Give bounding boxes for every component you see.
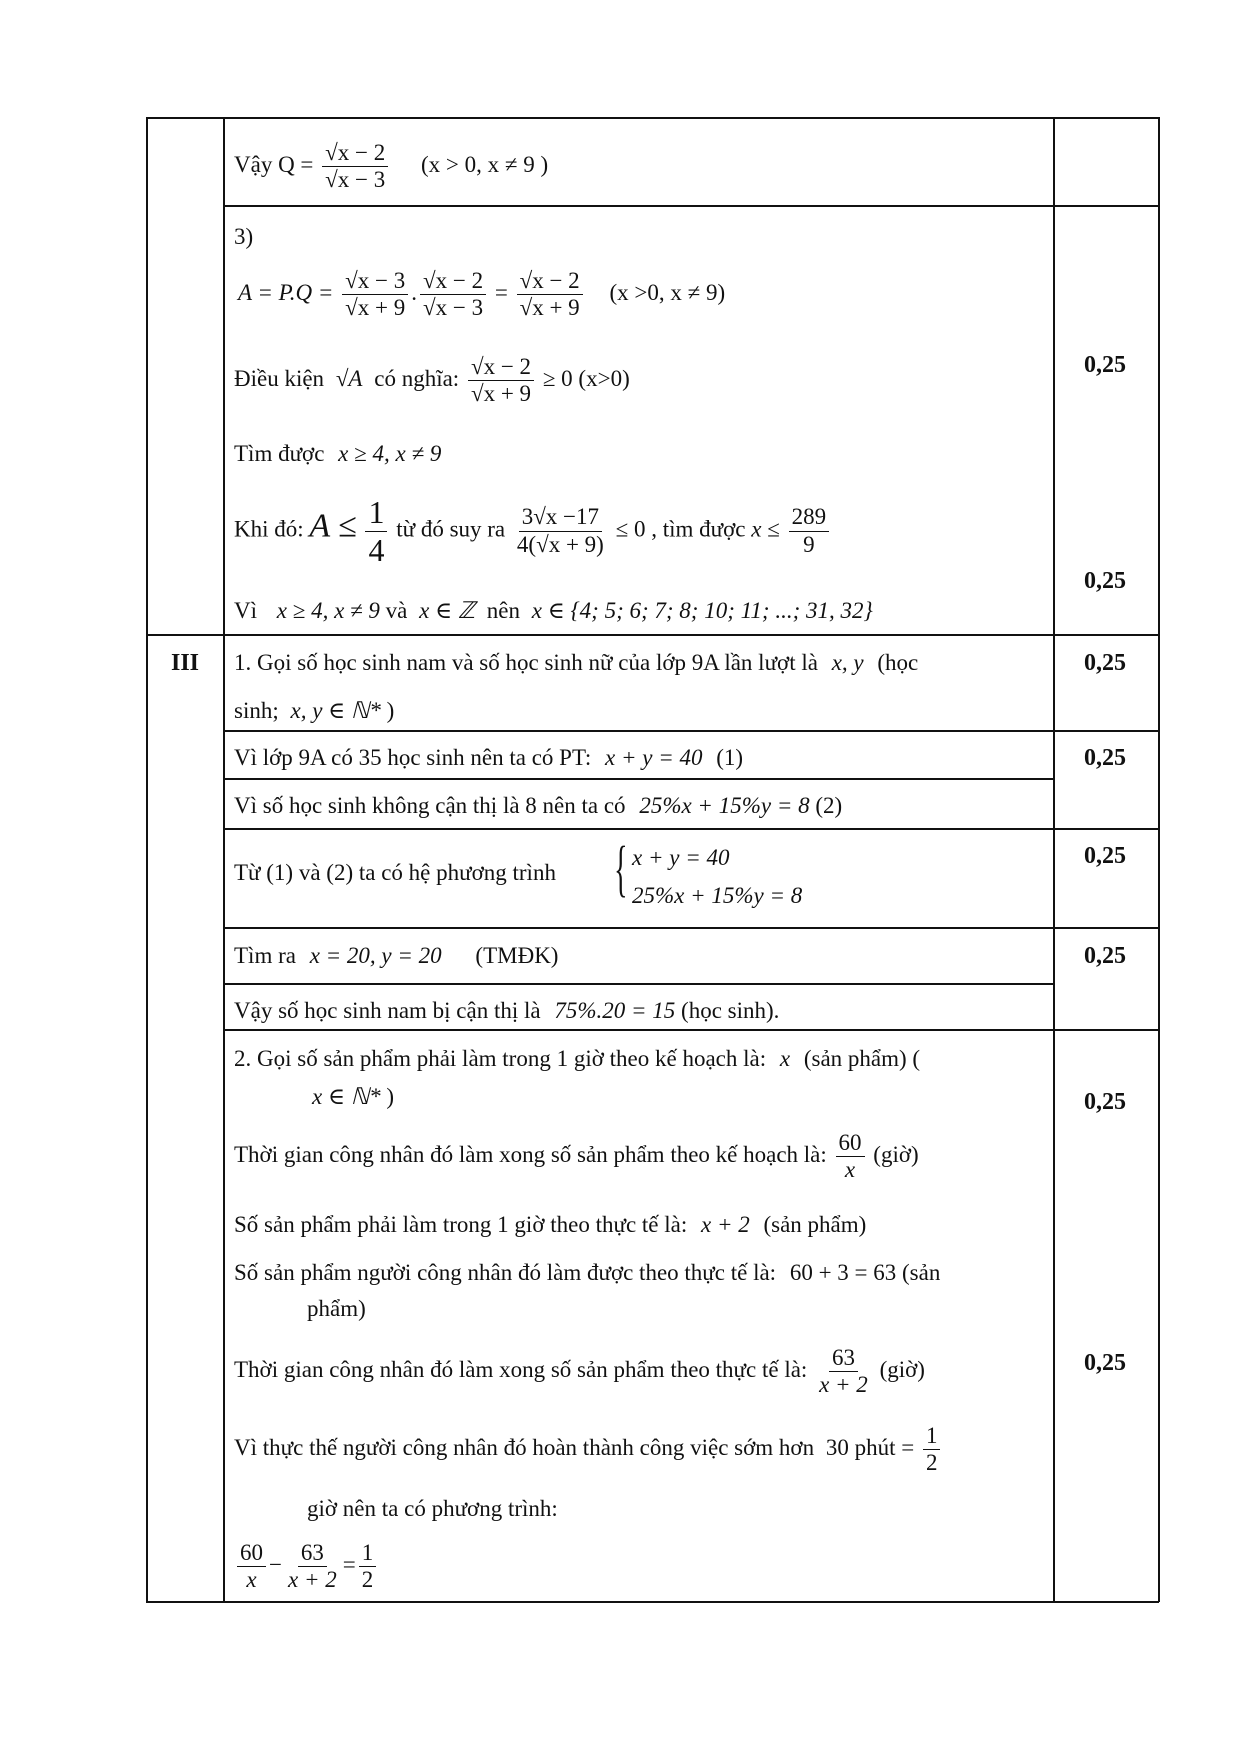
p2-tail: (sản phẩm) ( <box>803 1046 921 1071</box>
frac-denominator: x + 2 <box>819 1372 868 1398</box>
frac-numerator: 60 <box>237 1540 266 1567</box>
nen-label: nên <box>486 598 520 623</box>
section-number: III <box>170 650 200 676</box>
q-label: Vậy Q = <box>234 152 314 178</box>
system-eq1: x + y = 40 <box>632 845 730 870</box>
half-fraction <box>923 1423 941 1477</box>
solution-set: x ∈ {4; 5; 6; 7; 8; 10; 11; ...; 31, 32} <box>531 598 873 623</box>
time-plan-fraction <box>836 1130 865 1184</box>
a-le: A ≤ <box>309 507 357 545</box>
p1-text: sinh; <box>234 698 279 723</box>
eq-frac2 <box>285 1540 340 1594</box>
frac-denominator: √x + 9 <box>345 295 406 321</box>
p1-eq2-line <box>234 793 842 819</box>
p2-t2 <box>234 1212 866 1238</box>
part3-label: 3) <box>234 224 254 249</box>
sqrt-a: √A <box>335 366 363 392</box>
q-result <box>234 140 548 194</box>
dk-tail: ≥ 0 (x>0) <box>542 366 630 392</box>
p1-conclusion-line <box>234 998 779 1024</box>
p2-t5-cont: giờ nên ta có phương trình: <box>307 1496 558 1521</box>
found-label: Tìm được <box>234 441 325 466</box>
p1-system-line <box>234 860 556 886</box>
frac-numerator: √x − 2 <box>420 268 486 295</box>
score: 0,25 <box>1084 1089 1126 1115</box>
frac-numerator: 63 <box>298 1540 327 1567</box>
frac-denominator: 9 <box>803 531 815 557</box>
p1-text: Tìm ra <box>234 943 296 968</box>
minutes-unit: phút <box>854 1435 896 1461</box>
frac-denominator: 4 <box>368 531 385 568</box>
x-in-z: x ∈ ℤ <box>419 598 476 623</box>
q-denominator: √x − 3 <box>325 167 386 193</box>
p2-text: Số sản phẩm người công nhân đó làm được theo thực tế là: <box>234 1260 777 1285</box>
a-condition: (x >0, x ≠ 9) <box>609 280 726 306</box>
tim-duoc-2: , tìm được <box>651 516 746 542</box>
vi-cond: x ≥ 4, x ≠ 9 <box>276 598 380 623</box>
dk-fraction <box>468 354 534 408</box>
x-le: x ≤ <box>751 516 780 542</box>
p2-text: Số sản phẩm phải làm trong 1 giờ theo thực tế là: <box>234 1212 688 1237</box>
p2-var: x <box>779 1046 791 1071</box>
frac-numerator: 63 <box>829 1345 858 1372</box>
eq-frac1 <box>237 1540 266 1594</box>
ineq-fraction <box>514 504 607 558</box>
score: 0,25 <box>1084 568 1126 594</box>
p2-line1 <box>234 1046 920 1072</box>
p1-line1 <box>234 650 918 676</box>
score: 0,25 <box>1084 1350 1126 1376</box>
a-frac3 <box>517 268 583 322</box>
bound-fraction <box>789 504 830 558</box>
final-equation <box>234 1540 379 1594</box>
p1-tail: ) <box>386 698 395 723</box>
frac-denominator: √x + 9 <box>519 295 580 321</box>
vi-line <box>234 598 873 624</box>
result-tail: (TMĐK) <box>475 943 559 968</box>
frac-denominator: √x − 3 <box>422 295 484 321</box>
khi-do-line <box>234 494 832 569</box>
p2-t5 <box>234 1423 943 1477</box>
p1-domain: x, y ∈ ℕ* <box>290 698 381 723</box>
a-expression: A = P.Q = $\frac{√x - 3}{√x + 9}$ . $\frac{√x - 2}{√x - 3}$ = $\frac{√x - 2}{√x + 9}$ (x >0, x ≠ 9) <box>238 268 726 321</box>
frac-numerator: 3√x −17 <box>519 504 602 531</box>
score: 0,25 <box>1084 352 1126 378</box>
p2-t3-cont: phẩm) <box>307 1296 366 1321</box>
unit-hour: (giờ) <box>873 1142 919 1168</box>
dk-mid: có nghĩa: <box>374 366 460 392</box>
time-actual-fraction <box>816 1345 871 1399</box>
p2-t4 <box>234 1345 925 1399</box>
p2-domain: x ∈ ℕ* <box>312 1084 381 1109</box>
frac-denominator: x + 2 <box>287 1567 337 1593</box>
frac-denominator: x <box>246 1567 257 1593</box>
p1-text: Từ (1) và (2) ta có hệ phương trình <box>234 860 556 885</box>
brace-symbol: { <box>614 835 628 903</box>
eq1: x + y = 40 <box>605 745 703 770</box>
a-eq-label: A = P.Q = <box>238 280 334 306</box>
p1-result-line <box>234 943 558 969</box>
p1-text: Vì số học sinh không cận thị là 8 nên ta có <box>234 793 626 818</box>
p1-text: 1. Gọi số học sinh nam và số học sinh nữ của lớp 9A lần lượt là <box>234 650 818 675</box>
frac-numerator: 1 <box>923 1423 941 1450</box>
p2-line2 <box>312 1084 394 1110</box>
eq1-tag: (1) <box>716 745 744 770</box>
p2-text: Vì thực thế người công nhân đó hoàn thành công việc sớm hơn <box>234 1435 815 1461</box>
tu-do: từ đó suy ra <box>396 516 506 542</box>
p2-tail: ) <box>386 1084 395 1109</box>
frac-denominator: 4(√x + 9) <box>516 531 604 557</box>
frac-denominator: x <box>844 1157 856 1183</box>
frac-numerator: 60 <box>836 1130 865 1157</box>
p1-text: Vì lớp 9A có 35 học sinh nên ta có PT: <box>234 745 592 770</box>
q-numerator: √x − 2 <box>322 140 388 167</box>
equals-sign: = <box>342 1552 356 1578</box>
condition-line <box>234 354 630 408</box>
actual-total: 60 + 3 = 63 <box>789 1260 897 1285</box>
frac-numerator: 289 <box>789 504 830 531</box>
q-fraction <box>322 140 388 194</box>
eq2-tag: (2) <box>815 793 843 818</box>
frac-numerator: √x − 2 <box>468 354 534 381</box>
found-line <box>234 441 441 467</box>
score: 0,25 <box>1084 745 1126 771</box>
frac-denominator: 2 <box>925 1450 938 1476</box>
a-frac2 <box>420 268 486 322</box>
p2-text: Thời gian công nhân đó làm xong số sản phẩm theo thực tế là: <box>234 1357 808 1383</box>
system-eq2: 25%x + 15%y = 8 <box>632 883 803 908</box>
p1-text: Vậy số học sinh nam bị cận thị là <box>234 998 541 1023</box>
p2-text: 2. Gọi số sản phẩm phải làm trong 1 giờ theo kế hoạch là: <box>234 1046 767 1071</box>
p2-t1 <box>234 1130 919 1184</box>
conclusion-tail: (học sinh). <box>681 998 780 1023</box>
found-expr: x ≥ 4, x ≠ 9 <box>338 441 442 466</box>
score: 0,25 <box>1084 943 1126 969</box>
frac-numerator: 1 <box>365 494 387 532</box>
result-eq: x = 20, y = 20 <box>309 943 442 968</box>
ineq-tail: ≤ 0 <box>615 516 646 542</box>
eq-frac3 <box>359 1540 377 1594</box>
eq2: 25%x + 15%y = 8 <box>639 793 810 818</box>
quarter-fraction <box>365 494 387 569</box>
unit-product: (sản phẩm) <box>763 1212 867 1237</box>
p1-vars: x, y <box>831 650 864 675</box>
actual-rate: x + 2 <box>701 1212 750 1237</box>
p2-text: Thời gian công nhân đó làm xong số sản phẩm theo kế hoạch là: <box>234 1142 827 1168</box>
frac-numerator: √x − 3 <box>342 268 408 295</box>
vi-label: Vì <box>234 598 257 623</box>
minutes-value: 30 <box>825 1435 849 1461</box>
p1-eq1-line <box>234 745 743 771</box>
p1-line2 <box>234 698 394 724</box>
equals-sign: = <box>494 280 508 306</box>
frac-numerator: 1 <box>359 1540 377 1567</box>
p1-tail: (học <box>877 650 919 675</box>
a-frac1 <box>342 268 408 322</box>
dk-label: Điều kiện <box>234 366 325 392</box>
score: 0,25 <box>1084 843 1126 869</box>
q-condition: (x > 0, x ≠ 9 ) <box>421 152 549 178</box>
frac-denominator: 2 <box>361 1567 374 1593</box>
score: 0,25 <box>1084 650 1126 676</box>
equals-sign: = <box>901 1435 915 1461</box>
minus-sign: − <box>269 1552 282 1578</box>
khi-do-label: Khi đó: <box>234 516 304 542</box>
frac-denominator: √x + 9 <box>470 381 532 407</box>
unit-product: (sản <box>902 1260 941 1285</box>
va-label: và <box>385 598 408 623</box>
frac-numerator: √x − 2 <box>517 268 583 295</box>
p2-t3 <box>234 1260 940 1286</box>
unit-hour: (giờ) <box>879 1357 925 1383</box>
conclusion-eq: 75%.20 = 15 <box>554 998 676 1023</box>
